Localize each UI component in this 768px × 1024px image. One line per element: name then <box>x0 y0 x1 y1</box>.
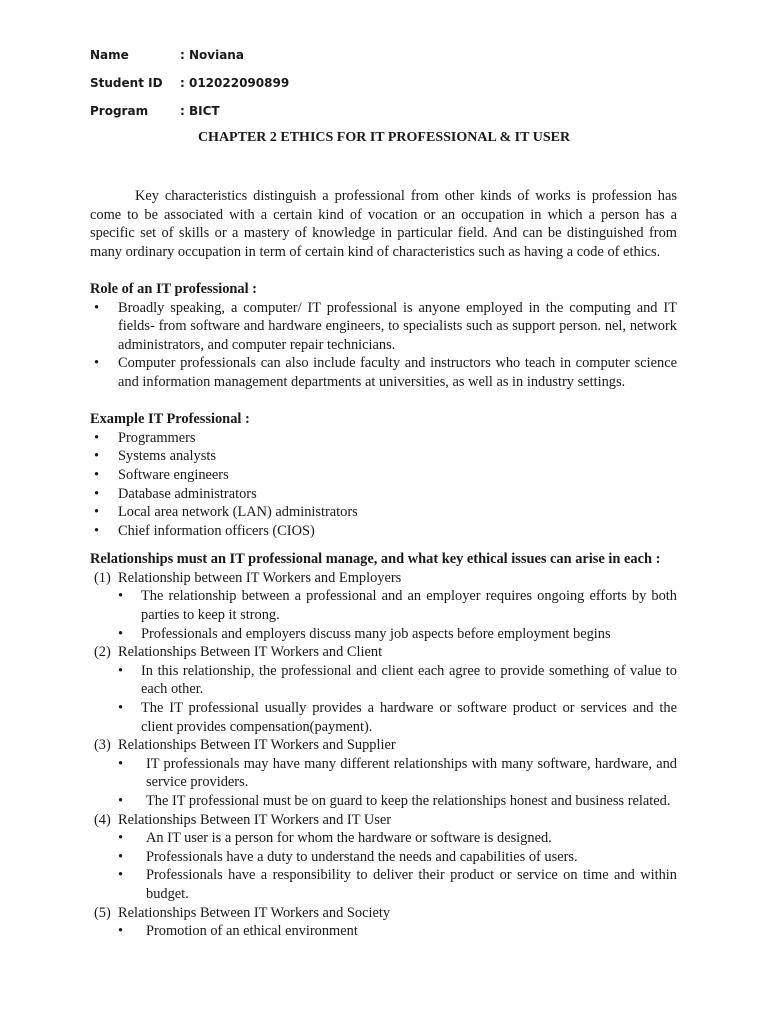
list-item <box>118 587 677 624</box>
program-value: : BICT <box>180 104 220 118</box>
bullet-icon: • <box>94 504 100 521</box>
list-item <box>118 755 677 792</box>
bullet-icon: • <box>118 848 124 865</box>
bullet-icon: • <box>94 522 100 539</box>
list-item <box>118 662 677 699</box>
document-body <box>90 187 677 941</box>
list-item-text: Programmers <box>118 429 196 446</box>
list-item-text: Database administrators <box>118 485 257 502</box>
list-item <box>118 699 677 736</box>
relationship-title: Relationship between IT Workers and Employers <box>118 569 402 586</box>
relationship-title: Relationships Between IT Workers and IT User <box>118 811 392 828</box>
bullet-icon: • <box>118 867 124 884</box>
relationship-title: Relationships Between IT Workers and Client <box>118 644 383 661</box>
list-item <box>118 848 677 867</box>
relationship-number: (1) <box>94 569 111 586</box>
list-item-text: Software engineers <box>118 466 229 483</box>
list-item <box>118 866 677 903</box>
list-item-text: Professionals have a duty to understand the needs and capabilities of users. <box>146 848 578 865</box>
relationship-points <box>118 662 677 736</box>
bullet-icon: • <box>94 429 100 446</box>
chapter-title: CHAPTER 2 ETHICS FOR IT PROFESSIONAL & IT USER <box>197 130 571 145</box>
examples-heading: Example IT Professional : <box>90 411 250 428</box>
bullet-icon: • <box>118 830 124 847</box>
bullet-icon: • <box>118 625 124 642</box>
list-item <box>90 354 677 391</box>
bullet-icon: • <box>118 793 124 809</box>
list-item-text: Broadly speaking, a computer/ IT professional is anyone employed in the computing and IT fields- from software and hardware engineers, to specialists such as support person. nel, network administrators, and computer repair technicians. <box>118 299 677 353</box>
relationship-number: (2) <box>94 644 111 661</box>
relationship-item <box>90 736 677 810</box>
role-heading: Role of an IT professional : <box>90 280 257 297</box>
list-item-text: Computer professionals can also include faculty and instructors who teach in computer science and information management departments at universities, as well as in industry settings. <box>118 355 677 390</box>
program-label: Program <box>90 104 149 118</box>
bullet-icon: • <box>118 923 124 940</box>
list-item <box>118 829 677 848</box>
relationships-heading: Relationships must an IT professional manage, and what key ethical issues can arise in each : <box>90 551 661 568</box>
relationship-item <box>90 643 677 736</box>
list-item-text: Local area network (LAN) administrators <box>118 504 358 521</box>
bullet-icon: • <box>94 299 100 316</box>
list-item-text: Chief information officers (CIOS) <box>118 522 315 539</box>
relationship-points <box>118 829 677 903</box>
list-item <box>90 522 677 541</box>
relationship-points <box>118 755 677 811</box>
bullet-icon: • <box>118 662 124 679</box>
relationship-number: (3) <box>94 737 111 754</box>
list-item-text: The relationship between a professional and an employer requires ongoing efforts by both parties to keep it strong. <box>141 588 677 624</box>
intro-paragraph: Key characteristics distinguish a professional from other kinds of works is profession has come to be associated with a certain kind of vocation or an occupation in which a person has a specific set of skills or a mastery of knowledge in particular field. And can be distinguished from many ordinary occupation in term of certain kind of characteristics such as having a code of ethics. <box>90 188 677 260</box>
student-id-value: : 012022090899 <box>180 76 290 90</box>
role-list <box>90 299 677 392</box>
list-item-text: Professionals have a responsibility to deliver their product or service on time and within budget. <box>146 867 677 902</box>
list-item <box>90 485 677 504</box>
list-item-text: The IT professional usually provides a hardware or software product or services and the client provides compensation(payment). <box>141 700 677 735</box>
list-item-text: Systems analysts <box>118 448 216 465</box>
name-label: Name <box>90 48 129 62</box>
relationship-number: (5) <box>94 904 111 921</box>
bullet-icon: • <box>118 700 124 717</box>
list-item <box>118 792 677 811</box>
list-item <box>90 466 677 485</box>
name-value: : Noviana <box>180 48 244 62</box>
list-item <box>118 922 677 941</box>
list-item-text: In this relationship, the professional and client each agree to provide something of value to each other. <box>141 662 677 698</box>
list-item <box>118 625 677 644</box>
list-item <box>90 299 677 355</box>
list-item-text: An IT user is a person for whom the hardware or software is designed. <box>146 830 552 847</box>
relationship-title: Relationships Between IT Workers and Society <box>118 904 391 921</box>
student-id-label: Student ID <box>90 76 163 90</box>
list-item-text: Professionals and employers discuss many job aspects before employment begins <box>141 625 611 642</box>
relationships-list <box>90 569 677 941</box>
list-item-text: The IT professional must be on guard to keep the relationships honest and business related. <box>146 793 671 809</box>
relationship-points <box>118 587 677 643</box>
relationship-title: Relationships Between IT Workers and Supplier <box>118 737 396 754</box>
list-item-text: IT professionals may have many different relationships with many software, hardware, and service providers. <box>146 755 677 791</box>
bullet-icon: • <box>94 466 100 483</box>
bullet-icon: • <box>94 448 100 465</box>
examples-list <box>90 429 677 541</box>
bullet-icon: • <box>118 588 124 605</box>
list-item <box>90 503 677 522</box>
bullet-icon: • <box>118 755 124 772</box>
list-item <box>90 429 677 448</box>
relationship-item <box>90 904 677 941</box>
relationship-points <box>118 922 677 941</box>
bullet-icon: • <box>94 485 100 502</box>
list-item-text: Promotion of an ethical environment <box>146 923 358 940</box>
relationship-item <box>90 811 677 904</box>
relationship-number: (4) <box>94 811 111 828</box>
list-item <box>90 447 677 466</box>
relationship-item <box>90 569 677 643</box>
bullet-icon: • <box>94 355 100 372</box>
